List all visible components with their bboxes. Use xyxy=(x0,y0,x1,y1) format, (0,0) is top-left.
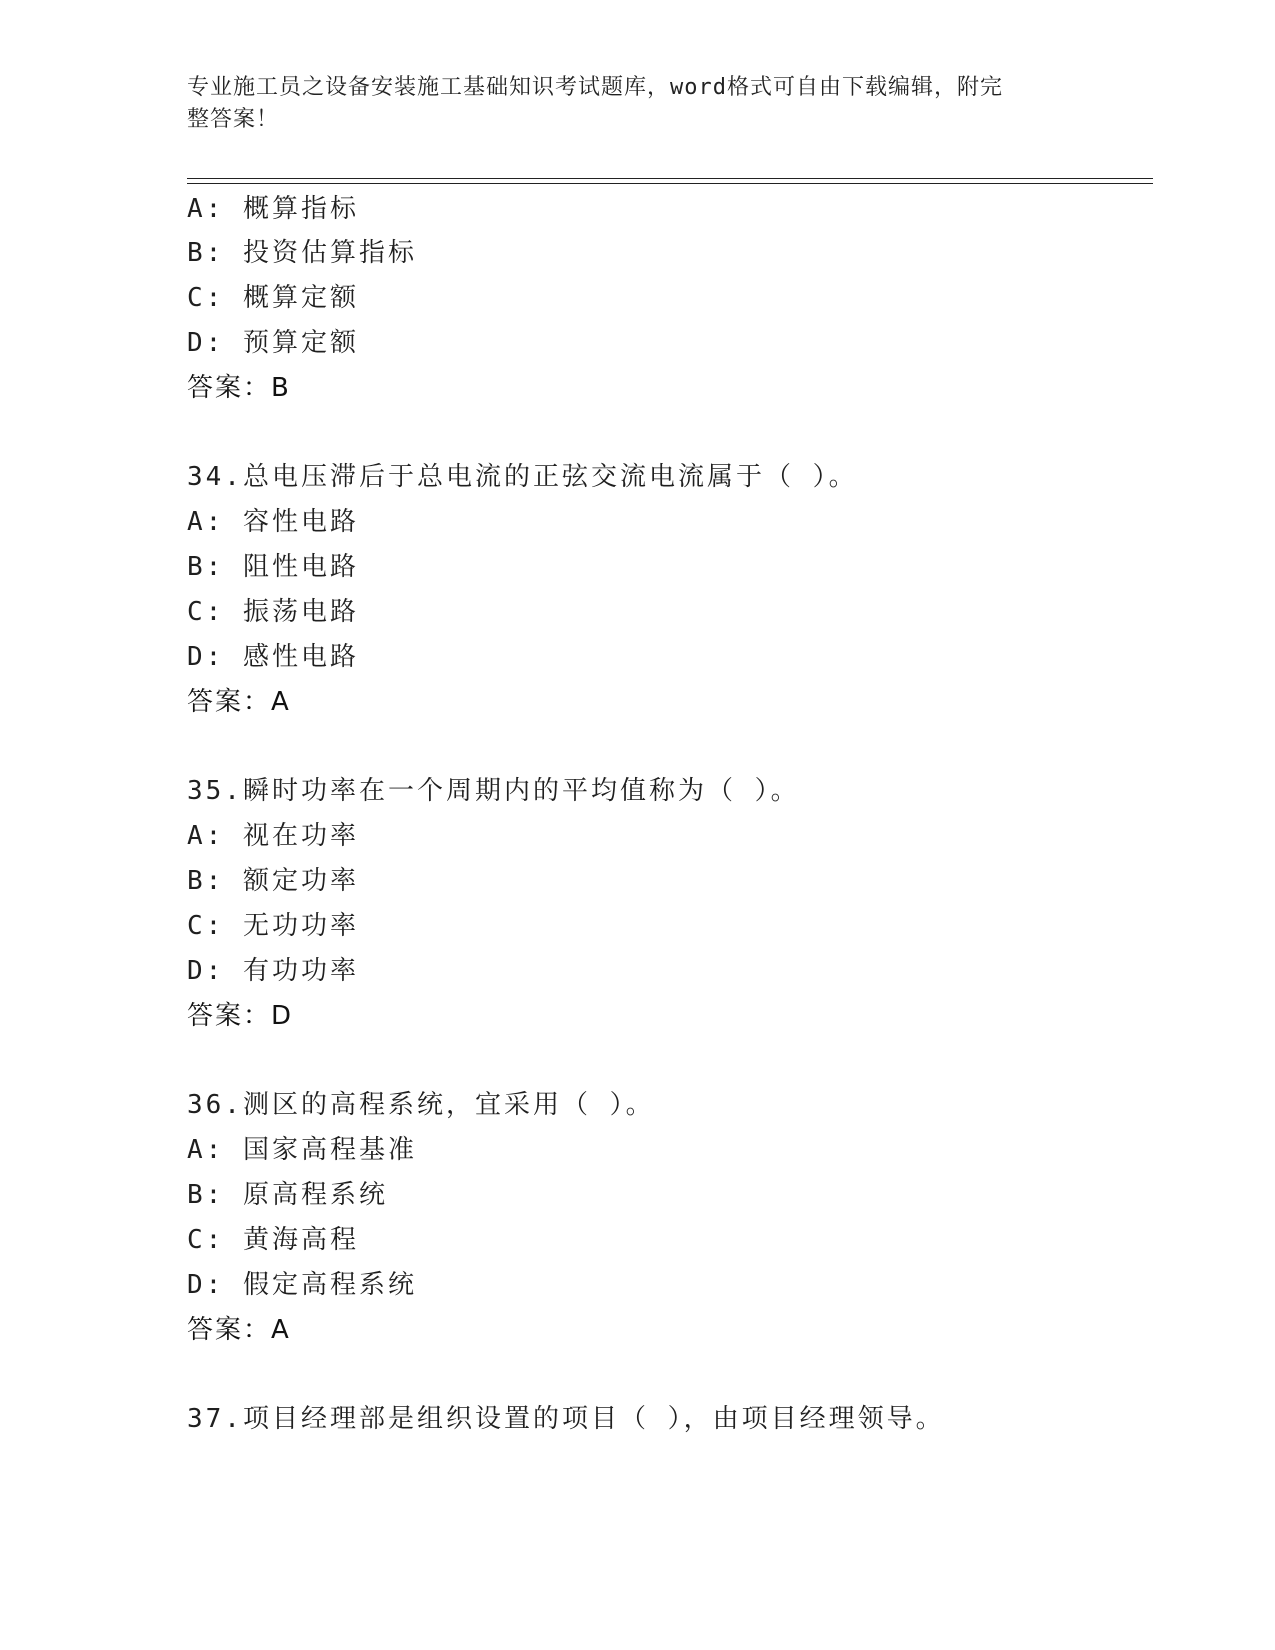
header-divider-top xyxy=(187,178,1153,179)
document-header xyxy=(187,72,1067,136)
option-b: B: 投资估算指标 xyxy=(187,238,417,268)
option-b: B: 阻性电路 xyxy=(187,552,359,582)
question-35: 35.瞬时功率在一个周期内的平均值称为（ ）。 xyxy=(187,776,800,806)
option-d: D: 假定高程系统 xyxy=(187,1270,417,1300)
option-b: B: 原高程系统 xyxy=(187,1180,388,1210)
option-b: B: 额定功率 xyxy=(187,866,359,896)
answer-label: 答案：D xyxy=(187,1001,294,1031)
option-a: A: 概算指标 xyxy=(187,194,359,224)
question-37: 37.项目经理部是组织设置的项目（ ），由项目经理领导。 xyxy=(187,1404,945,1434)
option-c: C: 无功功率 xyxy=(187,911,359,941)
header-line-1: 专业施工员之设备安装施工基础知识考试题库，word格式可自由下载编辑，附完 xyxy=(187,75,1003,100)
option-c: C: 振荡电路 xyxy=(187,597,359,627)
option-c: C: 黄海高程 xyxy=(187,1225,359,1255)
header-divider-bottom xyxy=(187,183,1153,184)
answer-label: 答案：B xyxy=(187,373,291,403)
answer-label: 答案：A xyxy=(187,687,291,717)
option-c: C: 概算定额 xyxy=(187,283,359,313)
option-a: A: 容性电路 xyxy=(187,507,359,537)
question-34: 34.总电压滞后于总电流的正弦交流电流属于（ ）。 xyxy=(187,462,858,492)
option-d: D: 感性电路 xyxy=(187,642,359,672)
option-d: D: 预算定额 xyxy=(187,328,359,358)
option-a: A: 视在功率 xyxy=(187,821,359,851)
question-36: 36.测区的高程系统，宜采用（ ）。 xyxy=(187,1090,655,1120)
header-line-2: 整答案！ xyxy=(187,107,280,132)
answer-label: 答案：A xyxy=(187,1315,291,1345)
option-d: D: 有功功率 xyxy=(187,956,359,986)
option-a: A: 国家高程基准 xyxy=(187,1135,417,1165)
